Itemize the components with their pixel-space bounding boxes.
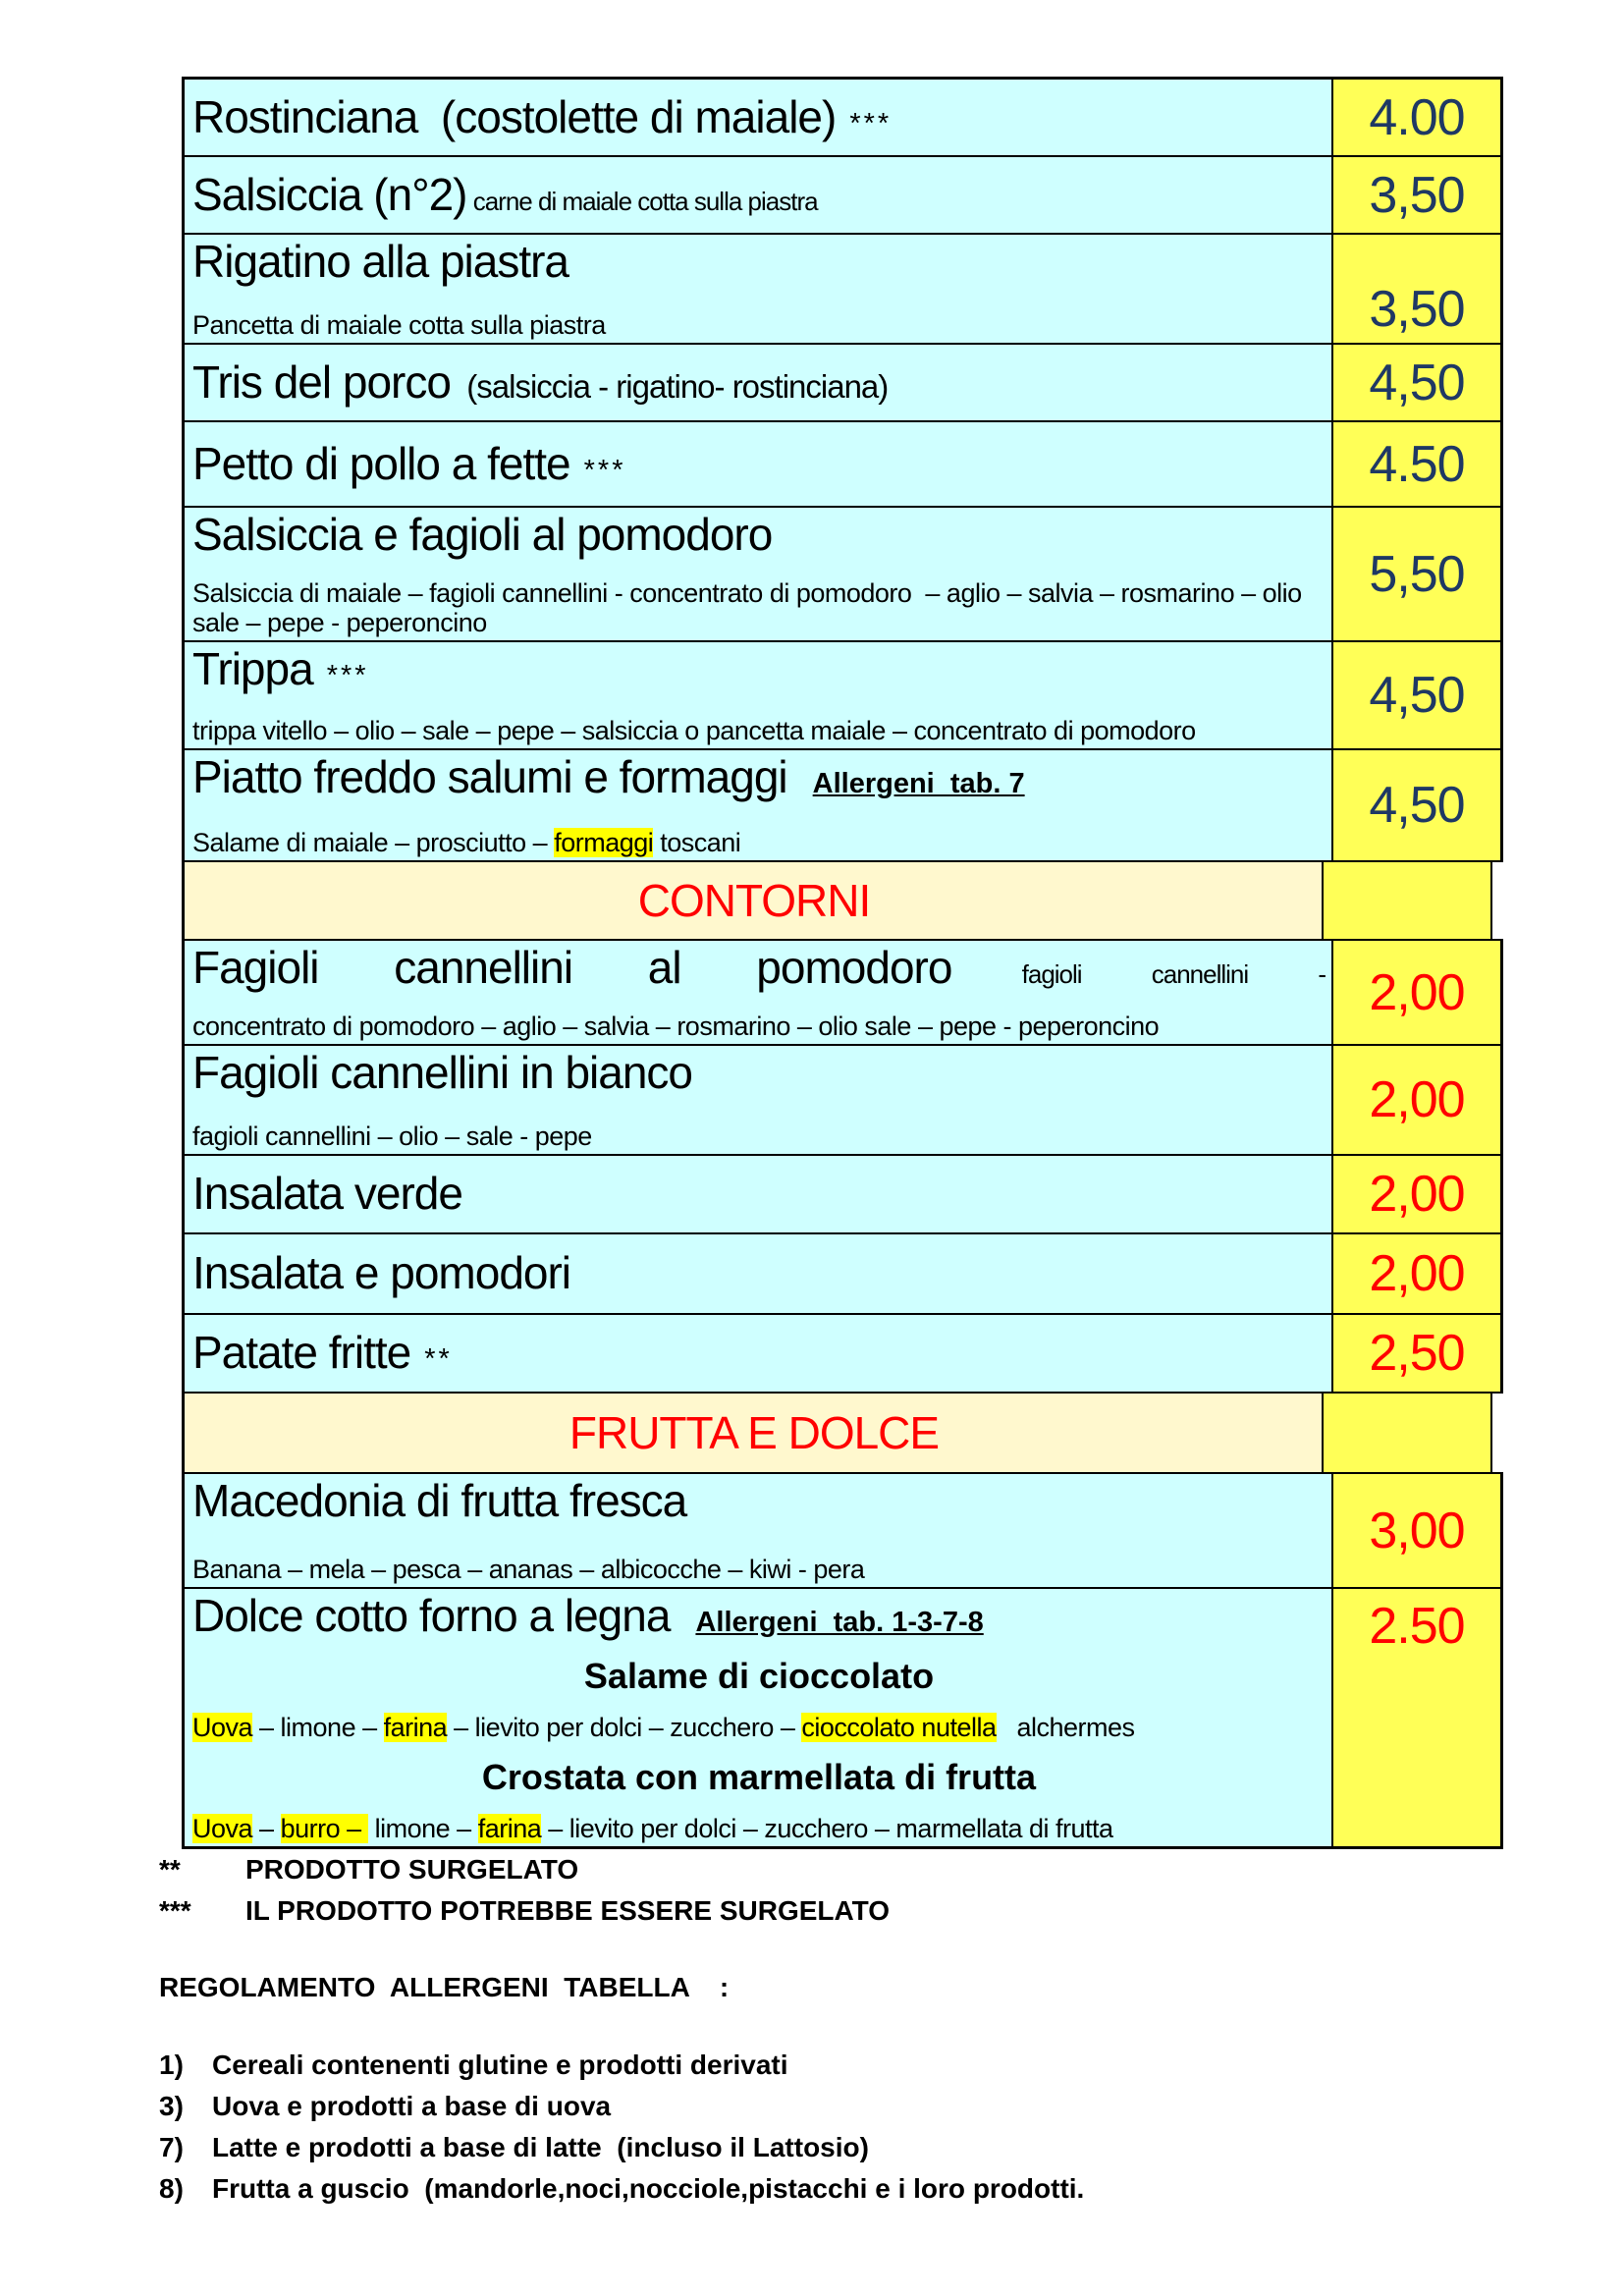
frozen-stars: *** [583,454,626,486]
title-segment: Salsiccia e fagioli al pomodoro [192,509,773,560]
item-cell [185,1474,1333,1587]
title-segment: Petto di pollo a fette [192,437,570,489]
item-title [192,943,1326,993]
menu-row [185,1474,1503,1589]
legend-marker: *** [159,1894,191,1926]
price-value: 2,00 [1369,1071,1465,1128]
item-cell [185,1234,1333,1313]
item-cell [185,750,1333,860]
item-cell [185,862,1324,939]
title-segment: Piatto freddo salumi e formaggi [192,751,787,802]
ingredient-text: Banana – mela – pesca – ananas – albicocche – kiwi - pera [192,1554,865,1584]
item-cell [185,1315,1333,1392]
title-segment: Tris del porco [192,355,451,408]
item-description [192,578,1326,637]
price-cell [1324,862,1492,939]
item-title [192,1476,1326,1526]
title-segment: Trippa [192,643,313,694]
ingredient-text: alchermes [996,1712,1135,1742]
menu-row [185,235,1503,345]
highlighted-ingredient: burro – [280,1813,368,1843]
allergen-text: Frutta a guscio (mandorle,noci,nocciole,pistacchi e i loro prodotti. [212,2172,1085,2204]
title-segment: carne di maiale cotta sulla piastra [466,186,818,216]
menu-row [185,508,1503,642]
price-value: 3,50 [1369,166,1465,224]
ingredient-text: concentrato di pomodoro – aglio – salvia – rosmarino – olio sale – pepe - peperoncino [192,1011,1160,1041]
price-value: 4,50 [1369,777,1465,834]
allergen-text: Cereali contenenti glutine e prodotti derivati [212,2050,788,2081]
title-segment: Insalata e pomodori [192,1247,571,1299]
price-value: 3,50 [1369,281,1465,338]
item-description [192,716,1326,745]
item-cell [185,1589,1333,1846]
item-description [192,310,1326,340]
ingredient-text: Salame di maiale – prosciutto – [192,827,555,857]
allergen-item [159,2170,1514,2208]
title-segment: Macedonia di frutta fresca [192,1475,687,1526]
item-description [192,1814,1326,1843]
item-title [192,510,1326,560]
item-title [192,1048,1326,1098]
allergen-text: Latte e prodotti a base di latte (incluso il Lattosio) [212,2131,869,2162]
section-title: FRUTTA E DOLCE [568,1406,940,1458]
highlighted-ingredient: cioccolato nutella [801,1712,997,1742]
price-value: 2,00 [1369,1166,1465,1223]
price-cell [1333,1156,1503,1232]
price-cell [1324,1394,1492,1472]
item-title [192,1169,1326,1219]
menu-row [185,1589,1503,1846]
price-cell [1333,422,1503,506]
price-value: 2.50 [1369,1598,1465,1655]
highlighted-ingredient: farina [477,1813,542,1843]
price-cell [1333,80,1503,155]
ingredient-text: Pancetta di maiale cotta sulla piastra [192,309,606,340]
footnotes [159,1851,1514,2208]
menu-row [185,422,1503,508]
item-cell [185,422,1333,506]
item-title [192,170,1326,220]
ingredient-text: – [252,1813,281,1843]
ingredient-text: – limone – [252,1712,384,1742]
ingredient-text: trippa vitello – olio – sale – pepe – salsiccia o pancetta maiale – concentrato di pomodoro [192,715,1196,745]
title-segment: fagioli cannellini - [951,959,1326,989]
item-cell [185,1394,1324,1472]
item-cell [185,941,1333,1044]
price-cell [1333,1589,1503,1846]
ingredient-text: fagioli cannellini – olio – sale - pepe [192,1121,592,1151]
highlighted-ingredient: farina [383,1712,448,1742]
price-cell [1333,235,1503,343]
allergen-number: 8) [159,2172,184,2204]
menu-table [182,77,1503,1849]
ingredient-text: toscani [653,827,741,857]
price-value: 4,50 [1369,354,1465,411]
item-description [192,1555,1326,1584]
allergen-number: 3) [159,2091,184,2122]
highlighted-ingredient: Uova [192,1712,253,1742]
price-cell [1333,1474,1503,1587]
price-value: 4,50 [1369,667,1465,724]
price-cell [1333,750,1503,860]
legend-line [159,1892,1514,1930]
item-cell [185,80,1333,155]
item-title [192,1248,1326,1298]
menu-row [185,80,1503,157]
title-segment: Salsiccia (n°2) [192,168,467,220]
item-description [192,828,1326,857]
menu-row [185,1046,1503,1156]
menu-row [185,1315,1503,1394]
price-cell [1333,941,1503,1044]
frozen-stars: *** [326,660,369,691]
item-description [192,1121,1326,1151]
price-cell [1333,157,1503,233]
legend-line [159,1851,1514,1888]
menu-row [185,345,1503,422]
price-value: 3,00 [1369,1502,1465,1559]
menu-row [185,1156,1503,1234]
allergen-item [159,2047,1514,2084]
price-cell [1333,345,1503,420]
item-cell [185,1156,1333,1232]
highlighted-ingredient: Uova [192,1813,253,1843]
allergen-text: Uova e prodotti a base di uova [212,2091,612,2122]
title-segment: Fagioli cannellini in bianco [192,1047,692,1098]
title-segment: Rigatino alla piastra [192,236,569,287]
dessert-name: Salame di cioccolato [583,1656,935,1697]
price-cell [1333,508,1503,640]
title-segment: Insalata verde [192,1168,462,1220]
item-cell [185,508,1333,640]
item-title [192,357,1326,408]
allergen-number: 1) [159,2050,184,2081]
item-title [192,1328,1326,1378]
price-cell [1333,1315,1503,1392]
legend-marker: ** [159,1854,181,1885]
ingredient-text: Salsiccia di maiale – fagioli cannellini - concentrato di pomodoro – aglio – salvia – rosmarino – olio sale – pepe - peperoncino [192,577,1309,637]
item-title [192,1591,1326,1641]
item-title [192,752,1326,802]
menu-row [185,1234,1503,1315]
title-segment: Patate fritte [192,1327,411,1379]
price-value: 2,00 [1369,963,1465,1021]
price-value: 4.50 [1369,435,1465,493]
item-cell [185,345,1333,420]
menu-row [185,157,1503,235]
highlighted-ingredient: formaggi [554,827,654,857]
title-segment: Rostinciana (costolette di maiale) [192,90,837,142]
allergen-list [159,2047,1514,2207]
regolamento-heading: REGOLAMENTO ALLERGENI TABELLA : [159,1971,730,2002]
item-description [192,1713,1326,1742]
ingredient-text: – lievito per dolci – zucchero – [447,1712,802,1742]
allergen-item [159,2129,1514,2166]
legend-text: PRODOTTO SURGELATO [245,1854,579,1885]
price-cell [1333,642,1503,748]
menu-row [185,642,1503,750]
section-row [185,862,1503,941]
dessert-name: Crostata con marmellata di frutta [481,1757,1037,1798]
item-title [192,644,1326,694]
frozen-stars: *** [849,107,893,139]
ingredient-text: limone – [367,1813,478,1843]
item-cell [185,157,1333,233]
item-title [192,439,1326,489]
frozen-stars: ** [424,1343,453,1376]
allergen-number: 7) [159,2131,184,2162]
price-cell [1333,1046,1503,1154]
title-segment: Dolce cotto forno a legna [192,1590,671,1641]
price-cell [1333,1234,1503,1313]
title-segment: Fagioli cannellini al pomodoro [192,942,952,993]
item-description [192,1011,1326,1041]
allergen-item [159,2088,1514,2125]
price-value: 2,50 [1369,1325,1465,1382]
section-row [185,1394,1503,1474]
item-title [192,92,1326,142]
item-title [192,237,1326,287]
item-cell [185,235,1333,343]
menu-row [185,941,1503,1046]
menu-row [185,750,1503,862]
section-title: CONTORNI [637,874,871,926]
allergeni-note: Allergeni tab. 1-3-7-8 [695,1607,984,1638]
allergeni-note: Allergeni tab. 7 [812,768,1025,799]
item-cell [185,642,1333,748]
item-cell [185,1046,1333,1154]
price-value: 4.00 [1369,88,1465,146]
price-value: 5,50 [1369,545,1465,603]
legend-text: IL PRODOTTO POTREBBE ESSERE SURGELATO [245,1894,891,1926]
ingredient-text: – lievito per dolci – zucchero – marmellata di frutta [541,1813,1113,1843]
price-value: 2,00 [1369,1245,1465,1302]
title-segment: (salsiccia - rigatino- rostinciana) [450,367,889,405]
